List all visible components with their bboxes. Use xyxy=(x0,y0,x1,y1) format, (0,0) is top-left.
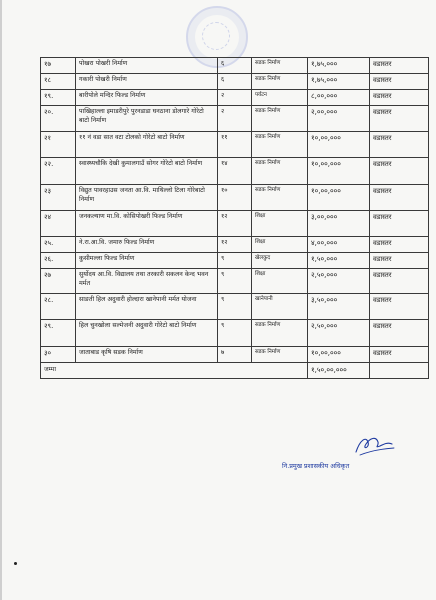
cell-amt: ३,५०,००० xyxy=(308,294,370,320)
cell-desc: पोखरा पोखरी निर्माण xyxy=(76,58,218,74)
cell-qty: ९ xyxy=(218,294,252,320)
cell-qty: ९ xyxy=(218,253,252,269)
cell-qty: १० xyxy=(218,185,252,211)
cell-cat: शिक्षा xyxy=(252,211,308,237)
cell-cat: शिक्षा xyxy=(252,269,308,294)
cell-amt: १०,००,००० xyxy=(308,347,370,363)
cell-cat: सडक निर्माण xyxy=(252,74,308,90)
cell-amt: १,७५,००० xyxy=(308,74,370,90)
cell-sn: २४ xyxy=(41,211,76,237)
cell-desc: हिल चुनखोला सल्मेजनी अदुवारी गोरेटो बाटो निर्माण xyxy=(76,320,218,347)
cell-cat: सडक निर्माण xyxy=(252,132,308,158)
page-dot xyxy=(14,562,17,565)
cell-qty: ११ xyxy=(218,132,252,158)
table-row xyxy=(41,347,429,363)
cell-sn: २६. xyxy=(41,253,76,269)
cell-qty: ९ xyxy=(218,320,252,347)
cell-lvl: वडास्तर xyxy=(370,294,429,320)
cell-qty: २ xyxy=(218,106,252,132)
cell-lvl: वडास्तर xyxy=(370,269,429,294)
cell-qty: २ xyxy=(218,90,252,106)
cell-desc: ११ नं वडा सात वटा टोलको गोरेटो बाटो निर्माण xyxy=(76,132,218,158)
cell-cat: खानेपानी xyxy=(252,294,308,320)
signature-mark xyxy=(352,430,398,460)
table-row xyxy=(41,132,429,158)
cell-sn: ३० xyxy=(41,347,76,363)
cell-cat: सडक निर्माण xyxy=(252,58,308,74)
cell-qty: १४ xyxy=(218,158,252,185)
cell-sn: २१ xyxy=(41,132,76,158)
cell-cat: पर्यटन xyxy=(252,90,308,106)
cell-cat: सडक निर्माण xyxy=(252,320,308,347)
cell-lvl: वडास्तर xyxy=(370,185,429,211)
cell-amt: १,७५,००० xyxy=(308,58,370,74)
cell-lvl: वडास्तर xyxy=(370,132,429,158)
cell-sn: २५. xyxy=(41,237,76,253)
cell-qty: १२ xyxy=(218,211,252,237)
cell-amt: ३,००,००० xyxy=(308,211,370,237)
cell-desc: विद्युत पावरहाउस जनता आ.वि. माथिल्लो टिला गोरेबाटो निर्माण xyxy=(76,185,218,211)
cell-cat: सडक निर्माण xyxy=(252,158,308,185)
cell-sn: १७ xyxy=(41,58,76,74)
table-row xyxy=(41,253,429,269)
total-amount: १,५०,००,००० xyxy=(308,363,370,379)
cell-amt: १०,००,००० xyxy=(308,132,370,158)
cell-desc: पाखिहाल्ला इमाडरीपुरे पुरनडाडा घनठाना डोलगारे गोरेटो बाटो निर्माण xyxy=(76,106,218,132)
cell-sn: २२. xyxy=(41,158,76,185)
project-table xyxy=(40,57,429,379)
cell-amt: १०,००,००० xyxy=(308,158,370,185)
cell-lvl: वडास्तर xyxy=(370,106,429,132)
table-row xyxy=(41,106,429,132)
table-row xyxy=(41,90,429,106)
cell-desc: साङती हिल अदुवारी होल्दारा खानेपानी मर्मत योजना xyxy=(76,294,218,320)
cell-desc: सुर्योदय आ.वि. विद्यालय तथा तरकारी सकलन केन्द भवन मर्मत xyxy=(76,269,218,294)
cell-qty: ९ xyxy=(218,269,252,294)
table-row xyxy=(41,74,429,90)
table-row xyxy=(41,211,429,237)
cell-amt: ८,००,००० xyxy=(308,90,370,106)
cell-lvl: वडास्तर xyxy=(370,74,429,90)
total-empty-cell xyxy=(370,363,429,379)
cell-cat: सडक निर्माण xyxy=(252,106,308,132)
cell-lvl: वडास्तर xyxy=(370,58,429,74)
cell-qty: १२ xyxy=(218,237,252,253)
cell-amt: २,५०,००० xyxy=(308,269,370,294)
signature-caption: नि.प्रमुख प्रशासकीय अधिकृत xyxy=(282,462,350,470)
cell-lvl: वडास्तर xyxy=(370,253,429,269)
cell-desc: कुसीमल्ला फिल्ड निर्माण xyxy=(76,253,218,269)
cell-desc: गकारी पोखरी निर्माण xyxy=(76,74,218,90)
cell-desc: जाताबाड कृषि सडक निर्माण xyxy=(76,347,218,363)
cell-cat: सडक निर्माण xyxy=(252,185,308,211)
cell-amt: २,००,००० xyxy=(308,106,370,132)
cell-sn: २०. xyxy=(41,106,76,132)
page-edge xyxy=(0,0,2,600)
cell-lvl: वडास्तर xyxy=(370,90,429,106)
cell-amt: ४,००,००० xyxy=(308,237,370,253)
cell-amt: १,५०,००० xyxy=(308,253,370,269)
cell-lvl: वडास्तर xyxy=(370,158,429,185)
cell-qty: ७ xyxy=(218,347,252,363)
table-row xyxy=(41,294,429,320)
cell-sn: २९. xyxy=(41,320,76,347)
cell-cat: शिक्षा xyxy=(252,237,308,253)
cell-lvl: वडास्तर xyxy=(370,211,429,237)
cell-qty: ६ xyxy=(218,74,252,90)
total-label: जम्मा xyxy=(41,363,308,379)
cell-desc: जनकल्याण मा.वि. कोसिपोखरी फिल्ड निर्माण xyxy=(76,211,218,237)
table-row xyxy=(41,158,429,185)
cell-sn: २७ xyxy=(41,269,76,294)
cell-desc: स्वास्थ्यचौकि देखी कुमालगाउँ सोगर गोरेटो बाटो निर्माण xyxy=(76,158,218,185)
cell-qty: ६ xyxy=(218,58,252,74)
cell-sn: २३ xyxy=(41,185,76,211)
table-row xyxy=(41,320,429,347)
cell-sn: २८. xyxy=(41,294,76,320)
cell-lvl: वडास्तर xyxy=(370,237,429,253)
cell-lvl: वडास्तर xyxy=(370,347,429,363)
cell-cat: खेलकुद xyxy=(252,253,308,269)
cell-desc: बारीपोले मन्दिर फिल्ड निर्माण xyxy=(76,90,218,106)
cell-lvl: वडास्तर xyxy=(370,320,429,347)
total-row xyxy=(41,363,429,379)
table-row xyxy=(41,237,429,253)
table-row xyxy=(41,185,429,211)
table-row xyxy=(41,269,429,294)
cell-desc: ने.रा.आ.वि. जमारु फिल्ड निर्माण xyxy=(76,237,218,253)
cell-cat: सडक निर्माण xyxy=(252,347,308,363)
cell-sn: १९. xyxy=(41,90,76,106)
project-table-body xyxy=(41,58,429,363)
table-row xyxy=(41,58,429,74)
cell-sn: १८ xyxy=(41,74,76,90)
cell-amt: १०,००,००० xyxy=(308,185,370,211)
cell-amt: २,५०,००० xyxy=(308,320,370,347)
